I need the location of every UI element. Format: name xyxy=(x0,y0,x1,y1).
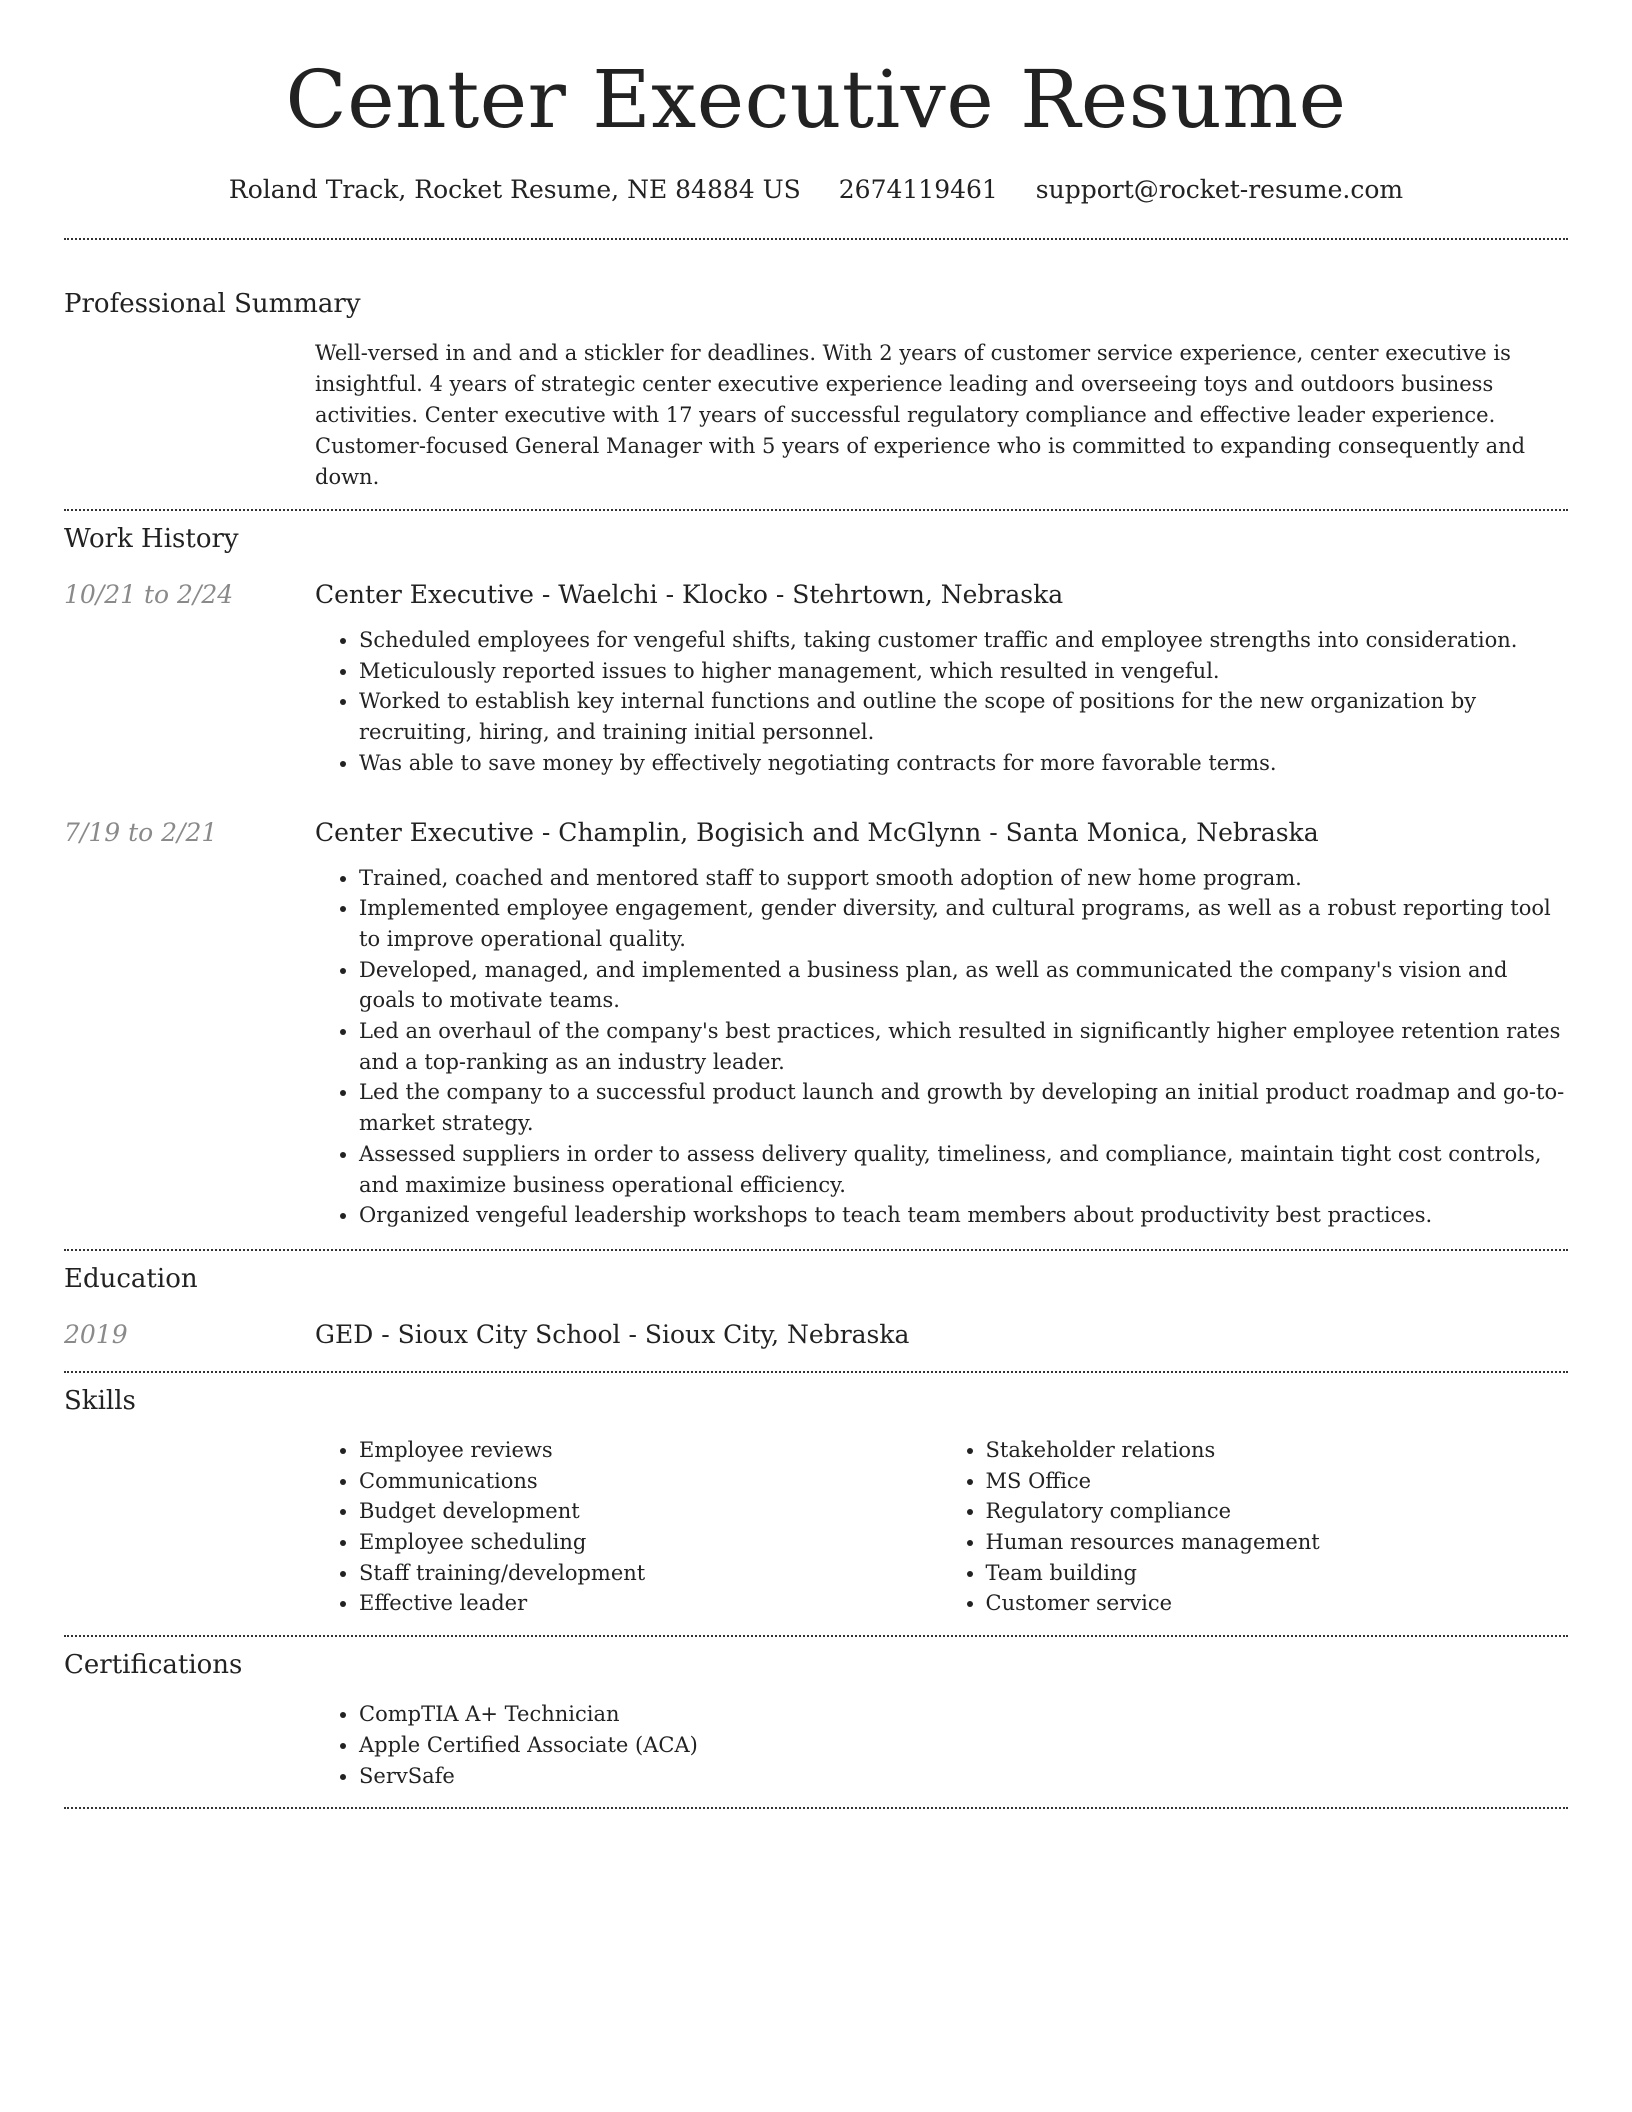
list-item: • ServSafe xyxy=(359,1761,1568,1792)
list-item: • Employee reviews xyxy=(359,1435,942,1466)
list-item: • Led the company to a successful product launch and growth by developing an initial product roadmap and go-to-market strategy. xyxy=(359,1077,1568,1138)
list-item: • Human resources management xyxy=(986,1527,1569,1558)
skills-section xyxy=(64,1373,1568,1619)
contact-phone: 2674119461 xyxy=(838,175,998,204)
list-item: • Scheduled employees for vengeful shifts, taking customer traffic and employee strengths into consideration. xyxy=(359,625,1568,656)
list-item: • Meticulously reported issues to higher management, which resulted in vengeful. xyxy=(359,656,1568,687)
summary-text: Well-versed in and and a stickler for deadlines. With 2 years of customer service experience, center executive is insightful. 4 years of strategic center executive experience leading and overseeing toys and outdoors business activities. Center executive with 17 years of successful regulatory compliance and effective leader experience. Customer-focused General Manager with 5 years of experience who is committed to expanding consequently and down. xyxy=(315,341,1526,489)
job-dates: 7/19 to 2/21 xyxy=(64,817,218,847)
list-item: • Assessed suppliers in order to assess delivery quality, timeliness, and compliance, maintain tight cost controls, and maximize business operational efficiency. xyxy=(359,1139,1568,1200)
list-item: • Team building xyxy=(986,1558,1569,1589)
list-item: • Worked to establish key internal functions and outline the scope of positions for the new organization by recruiting, hiring, and training initial personnel. xyxy=(359,686,1568,747)
work-section xyxy=(64,511,1568,1231)
list-item: • Trained, coached and mentored staff to support smooth adoption of new home program. xyxy=(359,863,1568,894)
list-item: • Staff training/development xyxy=(359,1558,942,1589)
resume-header xyxy=(64,0,1568,208)
divider xyxy=(64,1807,1568,1809)
list-item: • CompTIA A+ Technician xyxy=(359,1699,1568,1730)
list-item: • Was able to save money by effectively negotiating contracts for more favorable terms. xyxy=(359,748,1568,779)
list-item: • Developed, managed, and implemented a business plan, as well as communicated the company's vision and goals to motivate teams. xyxy=(359,955,1568,1016)
list-item: • Organized vengeful leadership workshops to teach team members about productivity best practices. xyxy=(359,1200,1568,1231)
education-section xyxy=(64,1251,1568,1353)
contact-address: Roland Track, Rocket Resume, NE 84884 US xyxy=(228,175,801,204)
job-title: Center Executive - Champlin, Bogisich and McGlynn - Santa Monica, Nebraska xyxy=(315,817,1319,847)
section-title-summary: Professional Summary xyxy=(64,289,361,319)
job-title: Center Executive - Waelchi - Klocko - Stehrtown, Nebraska xyxy=(315,580,1064,609)
list-item: • Led an overhaul of the company's best practices, which resulted in significantly higher employee retention rates and a top-ranking as an industry leader. xyxy=(359,1016,1568,1077)
section-title-skills: Skills xyxy=(64,1385,136,1416)
certifications-list xyxy=(315,1699,1568,1791)
education-dates: 2019 xyxy=(64,1319,128,1349)
job-entry xyxy=(64,577,1568,779)
certifications-section xyxy=(64,1637,1568,1791)
list-item: • Effective leader xyxy=(359,1588,942,1619)
summary-section xyxy=(64,240,1568,493)
section-title-education: Education xyxy=(64,1263,198,1294)
resume-page xyxy=(64,0,1568,1809)
list-item: • Implemented employee engagement, gender diversity, and cultural programs, as well as a robust reporting tool to improve operational quality. xyxy=(359,893,1568,954)
list-item: • Employee scheduling xyxy=(359,1527,942,1558)
job-bullets xyxy=(315,625,1568,779)
skills-grid xyxy=(315,1435,1568,1619)
skills-list-left xyxy=(315,1435,942,1619)
list-item: • Customer service xyxy=(986,1588,1569,1619)
section-title-work: Work History xyxy=(64,524,239,554)
contact-email: support@rocket-resume.com xyxy=(1035,175,1404,204)
list-item: • Apple Certified Associate (ACA) xyxy=(359,1730,1568,1761)
resume-title: Center Executive Resume xyxy=(285,53,1347,146)
job-entry xyxy=(64,815,1568,1231)
job-dates: 10/21 to 2/24 xyxy=(64,580,234,609)
education-title: GED - Sioux City School - Sioux City, Nebraska xyxy=(315,1319,910,1349)
list-item: • MS Office xyxy=(986,1466,1569,1497)
list-item: • Regulatory compliance xyxy=(986,1496,1569,1527)
contact-line xyxy=(64,172,1568,208)
job-bullets xyxy=(315,863,1568,1231)
list-item: • Budget development xyxy=(359,1496,942,1527)
list-item: • Stakeholder relations xyxy=(986,1435,1569,1466)
list-item: • Communications xyxy=(359,1466,942,1497)
section-title-certifications: Certifications xyxy=(64,1650,243,1681)
education-entry xyxy=(64,1317,1568,1353)
skills-list-right xyxy=(942,1435,1569,1619)
